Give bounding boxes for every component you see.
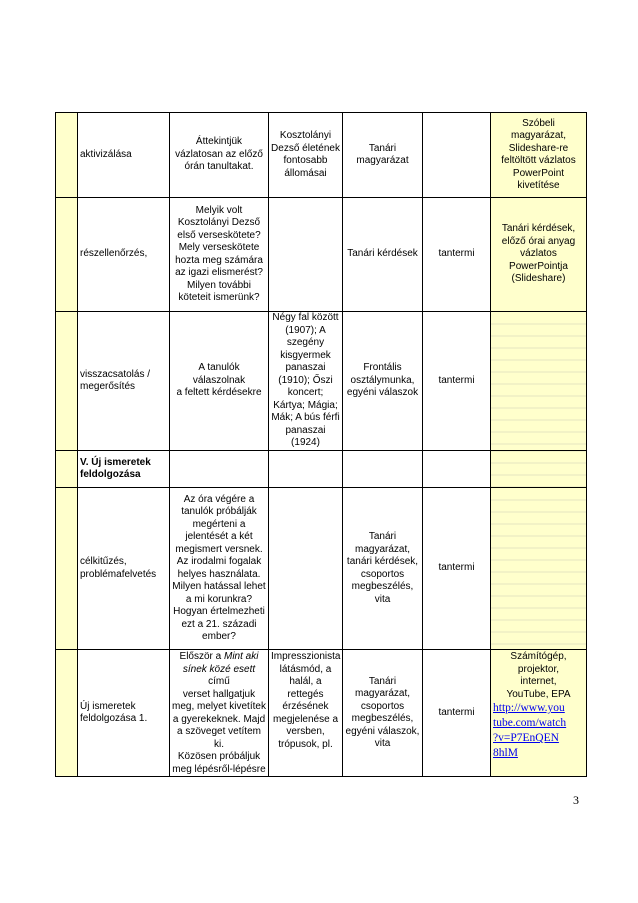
phase-line: feldolgozása 1. (80, 713, 148, 724)
detail-line: Négy fal között (272, 312, 339, 324)
content-line: az igazi elismerést? (175, 267, 263, 278)
place-text: tantermi (438, 374, 475, 386)
method-line: osztálymunka, (350, 374, 415, 386)
method-cell (343, 451, 423, 488)
place-cell (423, 451, 491, 488)
content-line: A tanulók válaszolnak (192, 362, 246, 386)
tools-line: PowerPointja (509, 260, 568, 272)
tools-line: Számítógép, (510, 651, 567, 662)
tools-line: Szóbeli (522, 117, 555, 129)
content-line: Mely verseskötete (178, 242, 260, 253)
detail-cell (269, 650, 343, 777)
phase-line: problémafelvetés (80, 568, 157, 580)
method-line: Tanári (368, 142, 397, 154)
content-cell (170, 312, 269, 451)
tools-cell (491, 488, 587, 650)
content-cell (170, 198, 269, 312)
table-row (56, 650, 587, 777)
content-line: megérteni a (192, 518, 246, 530)
table-row (56, 113, 587, 198)
marker-cell (56, 488, 78, 650)
content-line: hozta meg számára (175, 254, 263, 266)
detail-line: Kártya; Mágia; (273, 399, 338, 411)
content-line: Az irodalmi fogalak (176, 556, 262, 567)
tools-cell (491, 650, 587, 777)
detail-line: Dezső életének (271, 142, 340, 154)
detail-line: trópusok, pl. (278, 738, 333, 750)
content-line: meg, melyet kivetítek (172, 701, 266, 712)
content-line: vázlatosan az előző (175, 148, 263, 160)
place-cell (423, 113, 491, 198)
content-line: megismert versnek. (175, 543, 263, 555)
detail-line: fontosabb (283, 155, 328, 166)
page-number: 3 (573, 793, 579, 807)
section-line: V. Új ismeretek (80, 456, 151, 468)
marker-cell (56, 113, 78, 198)
tools-cell (491, 451, 587, 488)
tools-line: feltöltött vázlatos (501, 155, 576, 166)
tools-line: vázlatos (520, 248, 557, 260)
method-line: csoportos (360, 568, 405, 580)
content-line: Milyen hatással lehet (172, 581, 266, 592)
detail-line: panaszai (285, 424, 326, 436)
phase-line: megerősítés (80, 381, 136, 392)
method-line: vita (374, 738, 391, 749)
section-heading (78, 451, 170, 488)
place-cell (423, 312, 491, 451)
youtube-link[interactable] (493, 701, 584, 761)
detail-line: szegény (286, 337, 325, 349)
tools-line: internet, (520, 676, 557, 687)
content-line: a feltett kérdésekre (176, 387, 262, 399)
detail-line: (1910); Őszi (278, 374, 333, 386)
tools-line: kivetítése (517, 180, 560, 191)
marker-cell (56, 451, 78, 488)
detail-line: (1907); A (285, 324, 326, 336)
detail-line: Kosztolányi (279, 130, 332, 141)
table-row (56, 198, 587, 312)
phase-line: célkitűzés, (80, 556, 127, 567)
content-line: Az óra végére a (183, 493, 255, 505)
phase-cell (78, 198, 170, 312)
detail-line: kisgyermek (280, 349, 331, 361)
place-text: tantermi (438, 248, 475, 260)
detail-cell (269, 113, 343, 198)
phase-cell (78, 650, 170, 777)
method-cell (343, 488, 423, 650)
content-line: Áttekintjük (195, 136, 243, 148)
method-line: Frontális (363, 362, 402, 374)
tools-line: Tanári kérdések, (501, 223, 576, 235)
detail-cell (269, 198, 343, 312)
detail-line: rettegés (287, 688, 324, 700)
detail-cell (269, 488, 343, 650)
content-line: órán tanultakat. (184, 161, 254, 173)
marker-cell (56, 312, 78, 451)
phase-cell (78, 488, 170, 650)
tools-cell (491, 113, 587, 198)
tools-line: magyarázat, (510, 130, 567, 141)
content-line: a szöveget vetítem ki. (177, 726, 261, 750)
detail-line: látásmód, a (279, 663, 332, 675)
link-line[interactable]: 8hlM (493, 747, 518, 759)
detail-cell (269, 451, 343, 488)
poem-title: Mint aki (224, 651, 259, 662)
detail-line: panaszai (285, 362, 326, 374)
content-line: ember? (202, 631, 236, 642)
phase-cell (78, 113, 170, 198)
place-text: tantermi (438, 706, 475, 718)
content-line: a gyerekeknek. Majd (172, 713, 266, 725)
content-line: ezt a 21. századi (181, 618, 257, 630)
method-line: egyéni válaszok (346, 387, 419, 399)
content-line: Először a Mint aki (179, 651, 259, 662)
detail-line: versben, (286, 726, 325, 737)
place-cell (423, 488, 491, 650)
content-line: helyes használata. (177, 568, 261, 580)
method-cell (343, 312, 423, 451)
detail-line: koncert; (287, 387, 324, 399)
method-line: Tanári kérdések (347, 248, 418, 260)
method-line: magyarázat (356, 155, 409, 166)
content-cell (170, 650, 269, 777)
method-line: Tanári (368, 531, 397, 542)
content-line: meg lépésről-lépésre (172, 763, 266, 775)
detail-line: Impresszionista (271, 651, 341, 662)
tools-cell (491, 312, 587, 451)
phase-line: Új ismeretek (80, 700, 136, 712)
method-line: megbeszélés, (351, 713, 414, 724)
content-line: Milyen további (187, 279, 251, 291)
method-line: megbeszélés, vita (351, 581, 414, 605)
table-row (56, 312, 587, 451)
lesson-plan-table (55, 112, 587, 777)
method-cell (343, 198, 423, 312)
detail-line: érzésének (282, 701, 329, 712)
method-line: magyarázat, (354, 688, 411, 699)
detail-cell (269, 312, 343, 451)
method-line: egyéni válaszok, (345, 725, 420, 737)
place-text: tantermi (438, 562, 475, 574)
tools-line: Slideshare-re (508, 142, 569, 154)
link-line[interactable]: http://www.you (493, 702, 565, 714)
phase-cell (78, 312, 170, 451)
method-line: magyarázat, (354, 543, 411, 555)
phase-line: visszacsatolás / (80, 368, 151, 380)
detail-line: Mák; A bús férfi (271, 412, 340, 424)
content-line: a mi korunkra? (185, 593, 253, 605)
content-line: Kosztolányi Dezső (177, 217, 261, 228)
tools-line: (Slideshare) (511, 273, 566, 285)
method-line: tanári kérdések, (346, 556, 419, 567)
section-line: feldolgozása (80, 469, 141, 480)
phase-text: aktivizálása (80, 148, 132, 160)
content-line: első verseskötete? (177, 229, 261, 241)
tools-cell (491, 198, 587, 312)
method-line: Tanári (368, 675, 397, 687)
table-row (56, 488, 587, 650)
link-line[interactable]: ?v=P7EnQEN (493, 732, 559, 744)
method-line: csoportos (360, 700, 405, 712)
content-line: tanulók próbálják (181, 506, 257, 517)
tools-line: előző órai anyag (501, 235, 576, 247)
tools-line: YouTube, EPA (506, 688, 571, 700)
method-cell (343, 113, 423, 198)
place-cell (423, 650, 491, 777)
content-line: köteteit ismerünk? (178, 292, 260, 303)
table-row (56, 451, 587, 488)
place-cell (423, 198, 491, 312)
method-cell (343, 650, 423, 777)
content-line: Közösen próbáljuk (177, 751, 261, 762)
content-cell (170, 451, 269, 488)
link-line[interactable]: tube.com/watch (493, 717, 567, 729)
marker-cell (56, 650, 78, 777)
phase-text: részellenőrzés, (80, 248, 148, 260)
content-cell (170, 113, 269, 198)
detail-line: állomásai (284, 167, 327, 179)
marker-cell (56, 198, 78, 312)
content-line: sínek közé esett című (182, 663, 256, 687)
tools-line: projektor, (517, 663, 560, 675)
detail-line: halál, a (289, 676, 322, 687)
content-line: verset hallgatjuk (182, 688, 256, 700)
content-line: Melyik volt (195, 204, 243, 216)
detail-line: (1924) (291, 437, 320, 449)
detail-line: megjelenése a (272, 713, 339, 725)
content-line: jelentését a két (185, 531, 253, 542)
tools-line: PowerPoint (512, 167, 565, 179)
content-line: Hogyan értelmezheti (173, 606, 265, 617)
content-cell (170, 488, 269, 650)
